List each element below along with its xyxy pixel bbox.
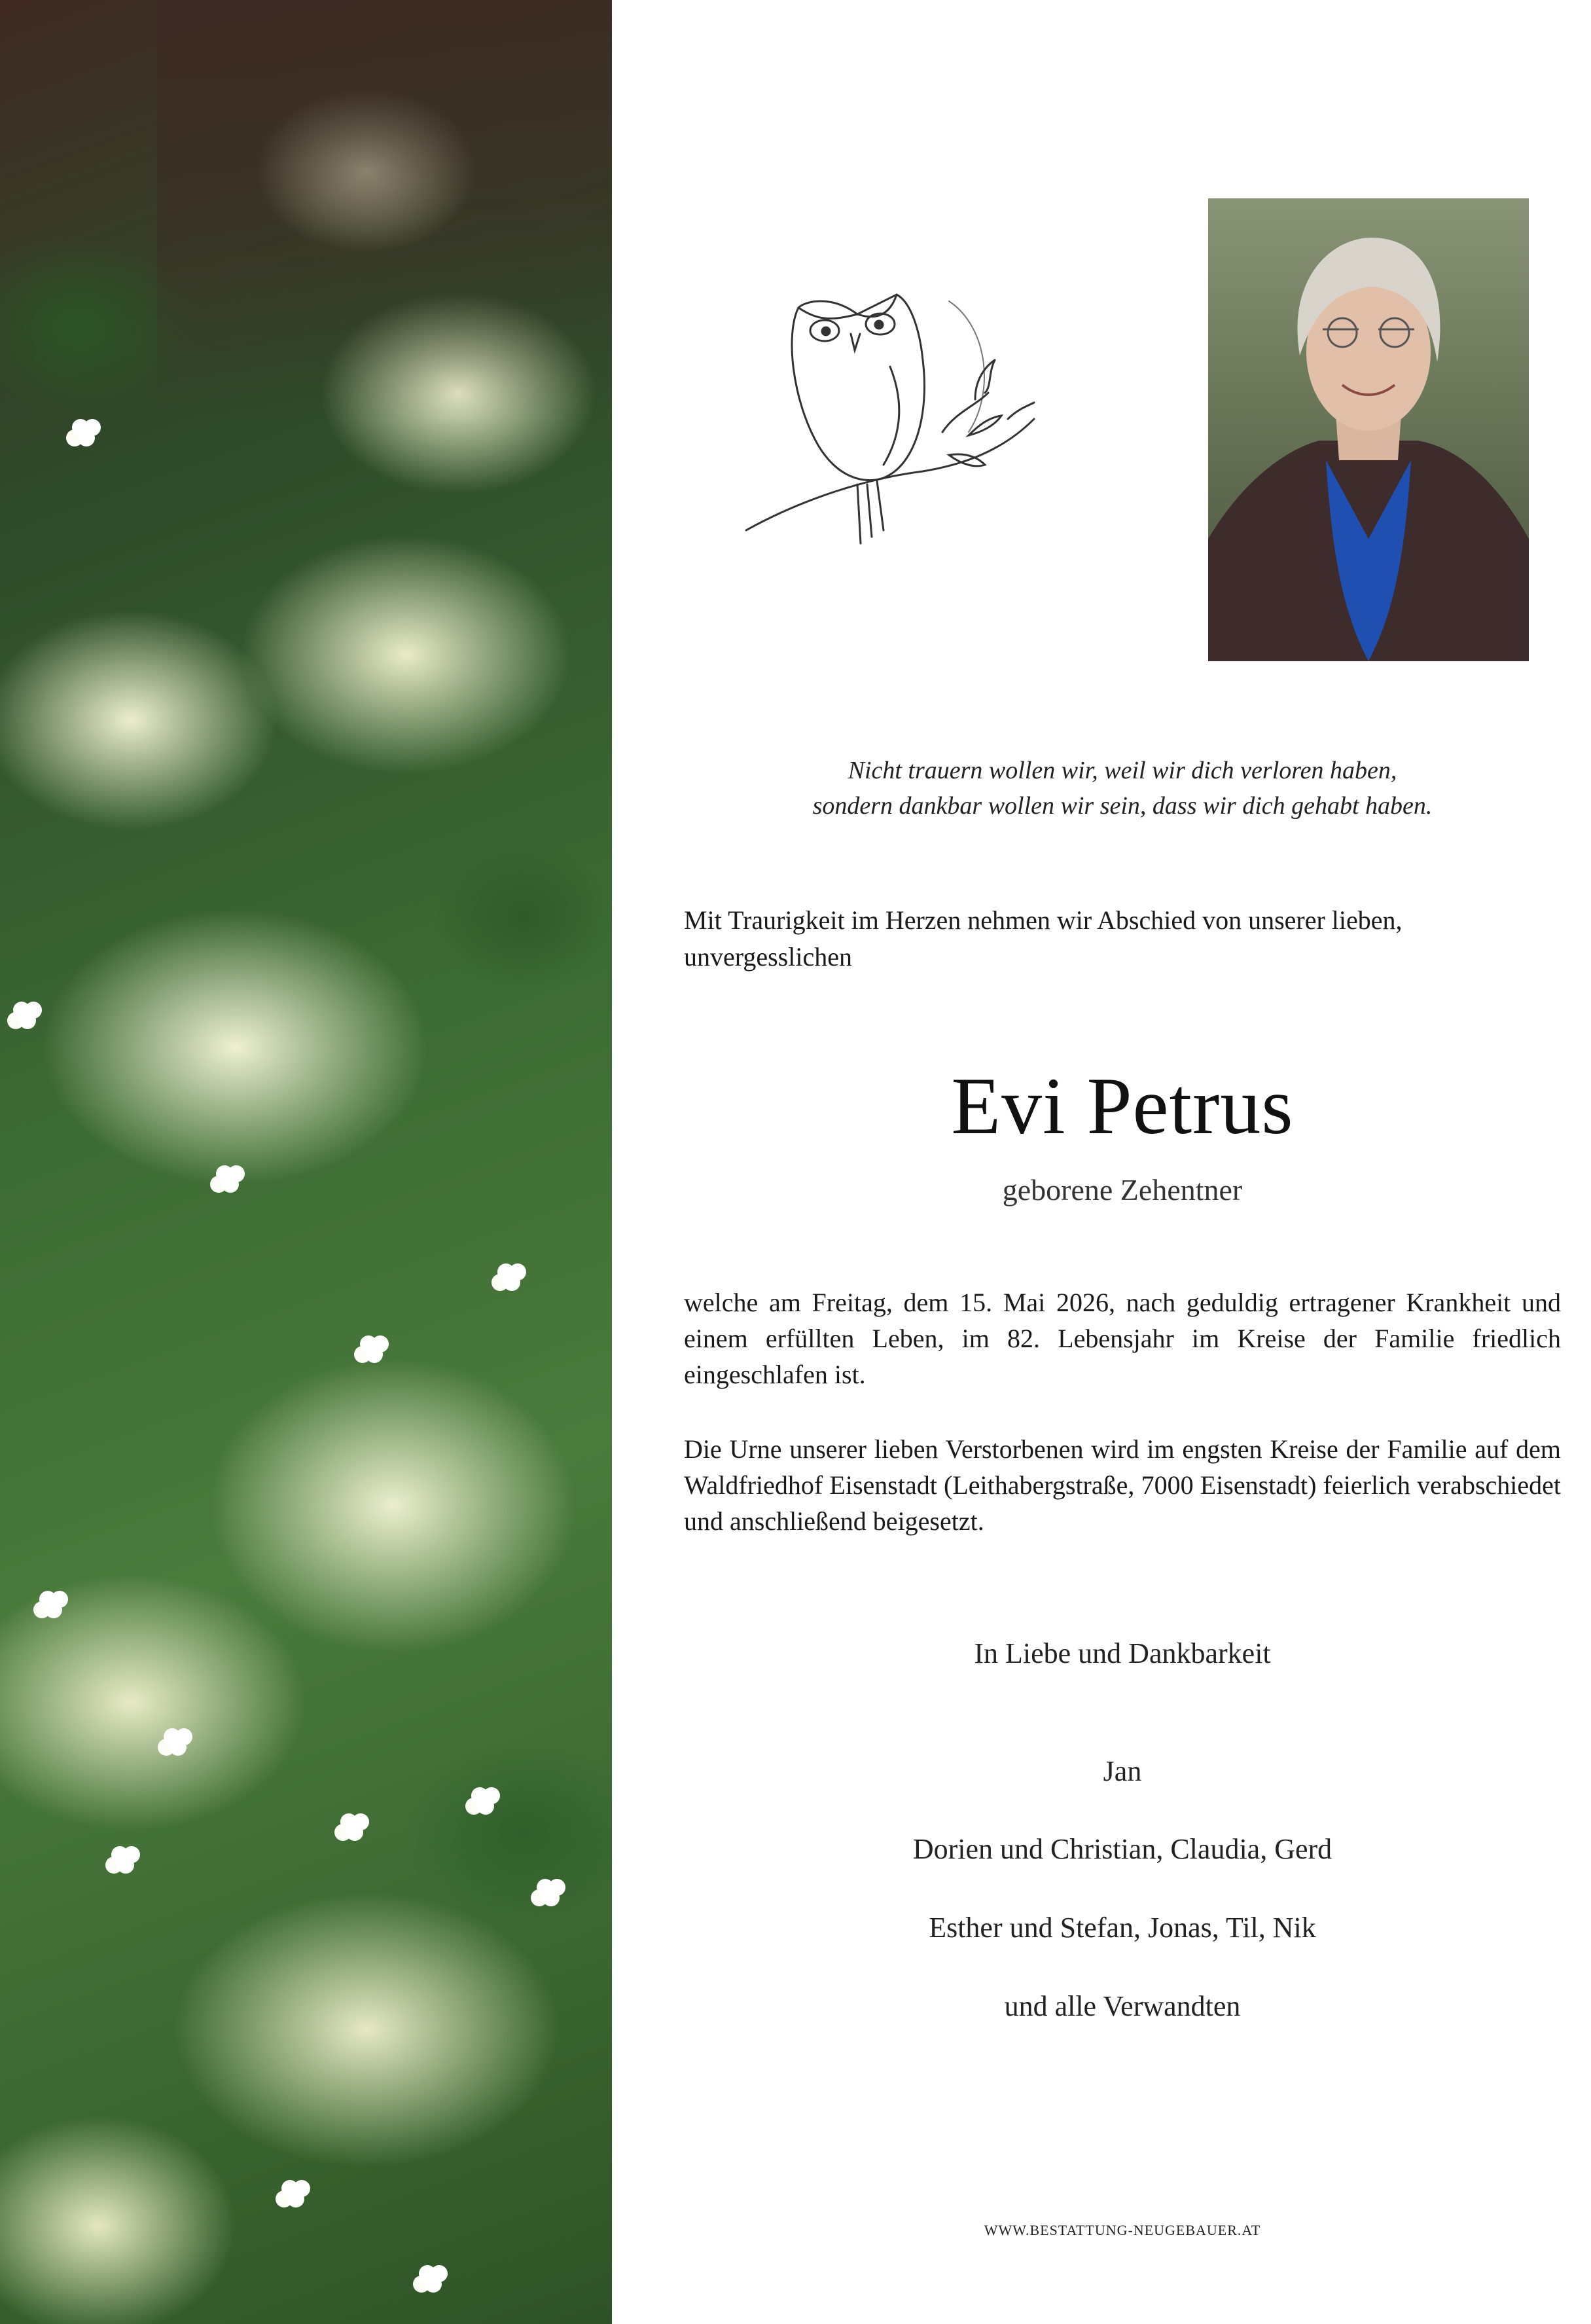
owl-icon — [726, 268, 1041, 570]
deceased-name: Evi Petrus — [951, 1061, 1294, 1151]
quote-line-2: sondern dankbar wollen wir sein, dass wir dich gehabt haben. — [812, 792, 1433, 820]
white-blossom — [39, 1591, 56, 1608]
white-blossom — [13, 1002, 30, 1019]
mourner-line: Dorien und Christian, Claudia, Gerd — [912, 1833, 1332, 1865]
portrait-figure — [1208, 198, 1529, 661]
flower-photo — [0, 0, 612, 2324]
white-blossom — [419, 2265, 436, 2282]
funeral-home-website: WWW.BESTATTUNG-NEUGEBAUER.AT — [984, 2222, 1261, 2238]
closing-line: In Liebe und Dankbarkeit — [974, 1637, 1271, 1669]
white-blossom — [340, 1813, 357, 1830]
white-blossom — [360, 1335, 377, 1353]
mourner-line: und alle Verwandten — [1004, 1990, 1241, 2022]
mourner-line: Jan — [1103, 1755, 1142, 1787]
white-blossom — [164, 1728, 181, 1745]
white-blossom — [471, 1787, 488, 1804]
white-blossom — [281, 2180, 298, 2197]
funeral-notice-paragraph: Die Urne unserer lieben Verstorbenen wird im engsten Kreise der Familie auf dem Waldfriedhof Eisenstadt (Leithabergstraße, 7000 Eisenstadt) feierlich verabschiedet und anschließend beigesetzt. — [684, 1434, 1561, 1536]
white-blossom — [111, 1846, 128, 1863]
maiden-name: geborene Zehentner — [1002, 1173, 1243, 1207]
intro-text: Mit Traurigkeit im Herzen nehmen wir Abschied von unserer lieben, unvergesslichen — [684, 905, 1403, 971]
wooden-wall-shadow — [157, 0, 612, 419]
white-blossom — [72, 419, 89, 436]
white-blossom — [497, 1263, 514, 1280]
death-notice-paragraph: welche am Freitag, dem 15. Mai 2026, nach geduldig ertragener Krankheit und einem erfüllten Leben, im 82. Lebensjahr im Kreise der Familie friedlich eingeschlafen ist. — [684, 1288, 1561, 1389]
portrait-photo — [1208, 198, 1529, 661]
white-blossom — [537, 1879, 554, 1896]
white-blossom — [216, 1165, 233, 1182]
mourner-line: Esther und Stefan, Jonas, Til, Nik — [929, 1912, 1316, 1944]
quote-line-1: Nicht trauern wollen wir, weil wir dich verloren haben, — [848, 757, 1397, 784]
memorial-quote — [684, 753, 1561, 824]
